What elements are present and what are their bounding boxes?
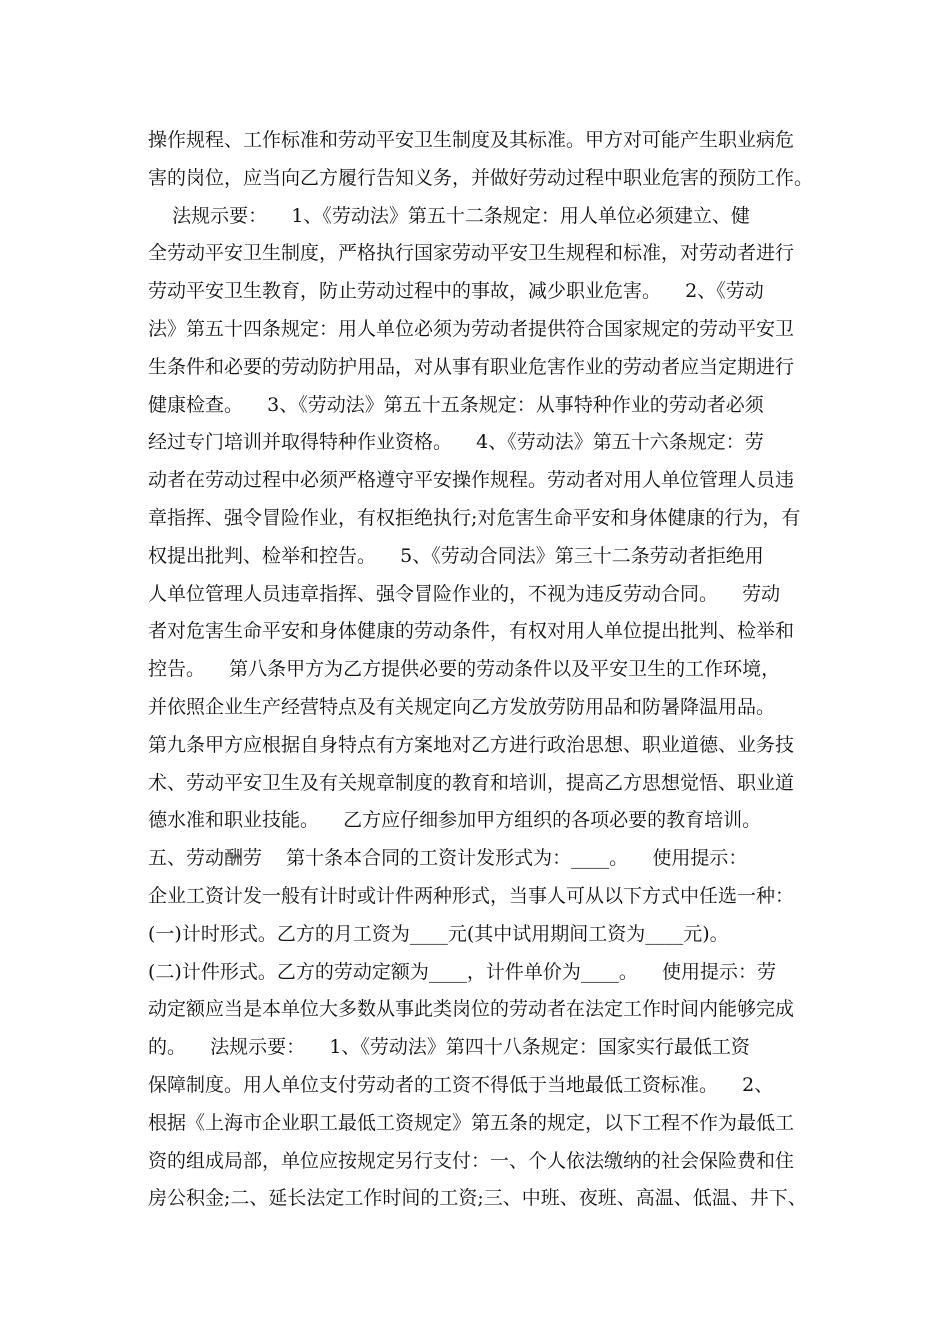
text-line: 五、劳动酬劳 第十条本合同的工资计发形式为：____。 使用提示： bbox=[148, 847, 748, 870]
text-line: 害的岗位，应当向乙方履行告知义务，并做好劳动过程中职业危害的预防工作。 bbox=[148, 166, 814, 189]
text-line: 的。 法规示要： 1、《劳动法》第四十八条规定：国家实行最低工资 bbox=[148, 1036, 750, 1059]
text-line: 动定额应当是本单位大多数从事此类岗位的劳动者在法定工作时间内能够完成 bbox=[148, 998, 795, 1021]
text-line: 动者在劳动过程中必须严格遵守平安操作规程。劳动者对用人单位管理人员违 bbox=[148, 469, 795, 492]
text-line: 者对危害生命平安和身体健康的劳动条件，有权对用人单位提出批判、检举和 bbox=[148, 620, 795, 643]
text-line: 劳动平安卫生教育，防止劳动过程中的事故，减少职业危害。 2、《劳动 bbox=[148, 280, 764, 303]
text-line: (一)计时形式。乙方的月工资为____元(其中试用期间工资为____元)。 bbox=[148, 922, 729, 945]
text-line: 第九条甲方应根据自身特点有方案地对乙方进行政治思想、职业道德、业务技 bbox=[148, 733, 795, 756]
text-line: 根据《上海市企业职工最低工资规定》第五条的规定，以下工程不作为最低工 bbox=[148, 1111, 795, 1134]
text-line: 法规示要： 1、《劳动法》第五十二条规定：用人单位必须建立、健 bbox=[148, 204, 750, 227]
text-line: 操作规程、工作标准和劳动平安卫生制度及其标准。甲方对可能产生职业病危 bbox=[148, 129, 795, 151]
text-line: 资的组成局部，单位应按规定另行支付：一、个人依法缴纳的社会保险费和住 bbox=[148, 1149, 795, 1172]
text-line: (二)计件形式。乙方的劳动定额为____，计件单价为____。 使用提示：劳 bbox=[148, 960, 776, 983]
text-line: 房公积金;二、延长法定工作时间的工资;三、中班、夜班、高温、低温、井下、 bbox=[148, 1187, 807, 1210]
text-line: 人单位管理人员违章指挥、强令冒险作业的，不视为违反劳动合同。 劳动 bbox=[148, 582, 781, 605]
text-line: 法》第五十四条规定：用人单位必须为劳动者提供符合国家规定的劳动平安卫 bbox=[148, 317, 795, 340]
text-line: 术、劳动平安卫生及有关规章制度的教育和培训，提高乙方思想觉悟、职业道 bbox=[148, 771, 795, 794]
text-line: 生条件和必要的劳动防护用品，对从事有职业危害作业的劳动者应当定期进行 bbox=[148, 355, 795, 378]
text-line: 保障制度。用人单位支付劳动者的工资不得低于当地最低工资标准。 2、 bbox=[148, 1073, 774, 1096]
text-line: 德水准和职业技能。 乙方应仔细参加甲方组织的各项必要的教育培训。 bbox=[148, 809, 762, 832]
text-line: 章指挥、强令冒险作业，有权拒绝执行;对危害生命平安和身体健康的行为，有 bbox=[148, 506, 801, 529]
text-line: 企业工资计发一般有计时或计件两种形式，当事人可从以下方式中任选一种： bbox=[148, 884, 795, 907]
text-line: 权提出批判、检举和控告。 5、《劳动合同法》第三十二条劳动者拒绝用 bbox=[148, 544, 764, 567]
text-line: 经过专门培训并取得特种作业资格。 4、《劳动法》第五十六条规定：劳 bbox=[148, 431, 764, 454]
text-line: 并依照企业生产经营特点及有关规定向乙方发放劳防用品和防暑降温用品。 bbox=[148, 695, 776, 718]
document-body bbox=[148, 122, 828, 1218]
text-line: 健康检查。 3、《劳动法》第五十五条规定：从事特种作业的劳动者必须 bbox=[148, 393, 764, 416]
text-line: 全劳动平安卫生制度，严格执行国家劳动平安卫生规程和标准，对劳动者进行 bbox=[148, 242, 795, 265]
text-line: 控告。 第八条甲方为乙方提供必要的劳动条件以及平安卫生的工作环境， bbox=[148, 658, 781, 681]
